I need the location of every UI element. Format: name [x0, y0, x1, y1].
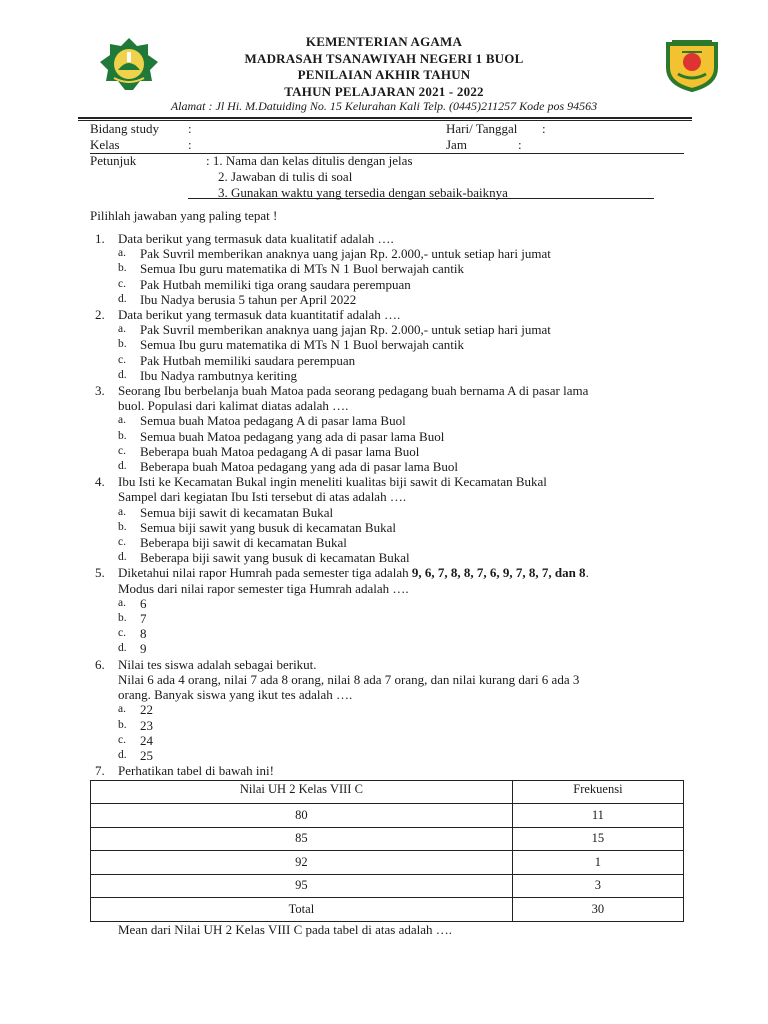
table-total-row: [91, 898, 684, 922]
table-cell: 95: [91, 874, 513, 898]
option-1b[interactable]: [90, 261, 690, 276]
main-instruction: Pilihlah jawaban yang paling tepat !: [90, 208, 278, 223]
option-3d[interactable]: [90, 459, 690, 474]
option-2d[interactable]: [90, 368, 690, 383]
guide-label: Petunjuk: [90, 153, 137, 168]
column-header: Nilai UH 2 Kelas VIII C: [91, 781, 513, 804]
option-letter: c.: [118, 353, 126, 366]
table-cell: 1: [512, 851, 683, 875]
option-5c[interactable]: [90, 626, 690, 641]
question-3: [90, 383, 690, 413]
academic-year: TAHUN PELAJARAN 2021 - 2022: [284, 83, 484, 99]
guide-item-2: 2. Jawaban di tulis di soal: [218, 169, 353, 184]
option-text: Pak Suvril memberikan anaknya uang jajan Rp. 2.000,- untuk setiap hari jumat: [140, 322, 551, 338]
column-header: Frekuensi: [512, 781, 683, 804]
option-letter: c.: [118, 536, 126, 549]
question-text: Data berikut yang termasuk data kuantitatif adalah ….: [118, 307, 401, 323]
question-1: [90, 231, 690, 246]
option-text: Semua Ibu guru matematika di MTs N 1 Buol berwajah cantik: [140, 337, 465, 353]
option-text: 8: [140, 626, 147, 642]
option-text: 23: [140, 717, 153, 733]
letterhead: [0, 34, 768, 100]
question-text: Seorang Ibu berbelanja buah Matoa pada seorang pedagang buah bernama A di pasar lama: [118, 383, 589, 399]
option-letter: c.: [118, 444, 126, 457]
frequency-table: [90, 780, 684, 922]
question-list: [90, 231, 690, 778]
guide-item-1: : 1. Nama dan kelas ditulis dengan jelas: [206, 153, 413, 168]
option-letter: d.: [118, 460, 127, 473]
school-address: Alamat : Jl Hi. M.Datuiding No. 15 Kelurahan Kali Telp. (0445)211257 Kode pos 94563: [170, 99, 598, 113]
option-2a[interactable]: [90, 322, 690, 337]
option-6c[interactable]: [90, 733, 690, 748]
question-text-end: .: [585, 565, 589, 581]
option-letter: d.: [118, 368, 127, 381]
option-text: Semua buah Matoa pedagang A di pasar lama Buol: [140, 413, 406, 429]
question-number: 5.: [95, 565, 105, 581]
option-text: Beberapa buah Matoa pedagang A di pasar lama Buol: [140, 443, 420, 459]
option-letter: a.: [118, 323, 126, 336]
option-4d[interactable]: [90, 550, 690, 565]
option-3a[interactable]: [90, 413, 690, 428]
option-1a[interactable]: [90, 246, 690, 261]
option-text: Pak Hutbah memiliki tiga orang saudara perempuan: [140, 276, 411, 292]
option-letter: c.: [118, 627, 126, 640]
option-letter: d.: [118, 292, 127, 305]
time-label: Jam: [446, 137, 467, 152]
option-letter: c.: [118, 733, 126, 746]
option-6d[interactable]: [90, 748, 690, 763]
option-letter: a.: [118, 247, 126, 260]
option-2c[interactable]: [90, 353, 690, 368]
option-text: 25: [140, 747, 153, 763]
table-cell: 3: [512, 874, 683, 898]
guide-item-3: 3. Gunakan waktu yang tersedia dengan sebaik-baiknya: [218, 185, 508, 200]
option-6a[interactable]: [90, 702, 690, 717]
question-number: 3.: [95, 383, 105, 399]
option-text: Ibu Nadya berusia 5 tahun per April 2022: [140, 291, 357, 307]
option-text: 9: [140, 641, 147, 657]
option-4b[interactable]: [90, 520, 690, 535]
question-5: [90, 565, 690, 595]
score-list: 9, 6, 7, 8, 8, 7, 6, 9, 7, 8, 7, dan 8: [411, 565, 586, 581]
question-text: orang. Banyak siswa yang ikut tes adalah ….: [118, 687, 353, 703]
option-text: Semua biji sawit di kecamatan Bukal: [140, 504, 334, 520]
option-letter: d.: [118, 642, 127, 655]
question-text: Data berikut yang termasuk data kualitatif adalah ….: [118, 231, 394, 246]
option-letter: c.: [118, 277, 126, 290]
table-row: [91, 874, 684, 898]
option-4a[interactable]: [90, 505, 690, 520]
option-text: 22: [140, 702, 153, 718]
question-text: Sampel dari kegiatan Ibu Isti tersebut di atas adalah ….: [118, 489, 407, 505]
question-text: buol. Populasi dari kalimat diatas adalah ….: [118, 398, 349, 414]
question-7: [90, 763, 690, 778]
table-cell: 15: [512, 827, 683, 851]
option-text: Ibu Nadya rambutnya keriting: [140, 367, 298, 383]
instructions-block: [90, 153, 690, 201]
option-letter: a.: [118, 703, 126, 716]
option-letter: b.: [118, 718, 127, 731]
option-text: 6: [140, 595, 147, 611]
question-text: [118, 565, 690, 580]
option-letter: b.: [118, 262, 127, 275]
option-letter: b.: [118, 612, 127, 625]
school-name: MADRASAH TSANAWIYAH NEGERI 1 BUOL: [244, 50, 524, 66]
question-text: Nilai tes siswa adalah sebagai berikut.: [118, 656, 317, 672]
option-letter: a.: [118, 596, 126, 609]
option-letter: d.: [118, 551, 127, 564]
question-6: [90, 657, 690, 703]
option-letter: a.: [118, 505, 126, 518]
question-number: 7.: [95, 763, 105, 779]
option-6b[interactable]: [90, 718, 690, 733]
question-text: Perhatikan tabel di bawah ini!: [118, 763, 274, 779]
option-3b[interactable]: [90, 429, 690, 444]
option-1d[interactable]: [90, 292, 690, 307]
option-text: Beberapa biji sawit di kecamatan Bukal: [140, 535, 347, 551]
day-label: Hari/ Tanggal: [446, 121, 518, 136]
option-5d[interactable]: [90, 641, 690, 656]
class-field[interactable]: :: [188, 137, 192, 152]
option-4c[interactable]: [90, 535, 690, 550]
table-header-row: [91, 781, 684, 804]
student-info-form: [90, 121, 690, 153]
option-text: Semua buah Matoa pedagang yang ada di pasar lama Buol: [140, 428, 445, 444]
table-cell: 11: [512, 804, 683, 828]
question-number: 4.: [95, 474, 105, 490]
question-text: Ibu Isti ke Kecamatan Bukal ingin meneliti kualitas biji sawit di Kecamatan Bukal: [118, 474, 547, 490]
option-2b[interactable]: [90, 337, 690, 352]
instructions-divider: [188, 198, 654, 199]
table-row: [91, 804, 684, 828]
table-row: [91, 827, 684, 851]
question-7-prompt: Mean dari Nilai UH 2 Kelas VIII C pada tabel di atas adalah ….: [118, 922, 453, 937]
question-4: [90, 474, 690, 504]
table-cell: 92: [91, 851, 513, 875]
header-divider: [78, 117, 692, 119]
ministry-name: KEMENTERIAN AGAMA: [305, 34, 463, 49]
option-letter: b.: [118, 338, 127, 351]
option-letter: a.: [118, 414, 126, 427]
question-text-part: Diketahui nilai rapor Humrah pada semester tiga adalah: [118, 565, 412, 581]
option-1c[interactable]: [90, 277, 690, 292]
option-text: Semua biji sawit yang busuk di kecamatan Bukal: [140, 519, 396, 535]
question-text: Nilai 6 ada 4 orang, nilai 7 ada 8 orang, nilai 8 ada 7 orang, dan nilai kurang dari 6 ada 3: [118, 671, 580, 687]
table-cell: 80: [91, 804, 513, 828]
class-label: Kelas: [90, 137, 120, 152]
time-field[interactable]: :: [518, 137, 522, 152]
exam-name: PENILAIAN AKHIR TAHUN: [297, 67, 471, 82]
option-5a[interactable]: [90, 596, 690, 611]
table-cell: Total: [91, 898, 513, 922]
option-text: Semua Ibu guru matematika di MTs N 1 Buol berwajah cantik: [140, 261, 465, 277]
option-text: Pak Suvril memberikan anaknya uang jajan Rp. 2.000,- untuk setiap hari jumat: [140, 246, 551, 262]
subject-field[interactable]: :: [188, 121, 192, 136]
table-row: [91, 851, 684, 875]
question-number: 6.: [95, 656, 105, 672]
day-field[interactable]: :: [542, 121, 546, 136]
option-5b[interactable]: [90, 611, 690, 626]
question-number: 2.: [95, 307, 105, 323]
table-cell: 85: [91, 827, 513, 851]
option-3c[interactable]: [90, 444, 690, 459]
table-cell: 30: [512, 898, 683, 922]
option-text: 24: [140, 732, 153, 748]
question-2: [90, 307, 690, 322]
option-letter: d.: [118, 748, 127, 761]
option-letter: b.: [118, 429, 127, 442]
option-text: Beberapa biji sawit yang busuk di kecamatan Bukal: [140, 550, 410, 566]
question-number: 1.: [95, 231, 105, 246]
question-text: Modus dari nilai rapor semester tiga Humrah adalah ….: [118, 580, 409, 596]
option-letter: b.: [118, 520, 127, 533]
option-text: Beberapa buah Matoa pedagang yang ada di pasar lama Buol: [140, 459, 459, 475]
option-text: 7: [140, 611, 147, 627]
option-text: Pak Hutbah memiliki saudara perempuan: [140, 352, 356, 368]
subject-label: Bidang study: [90, 121, 159, 136]
